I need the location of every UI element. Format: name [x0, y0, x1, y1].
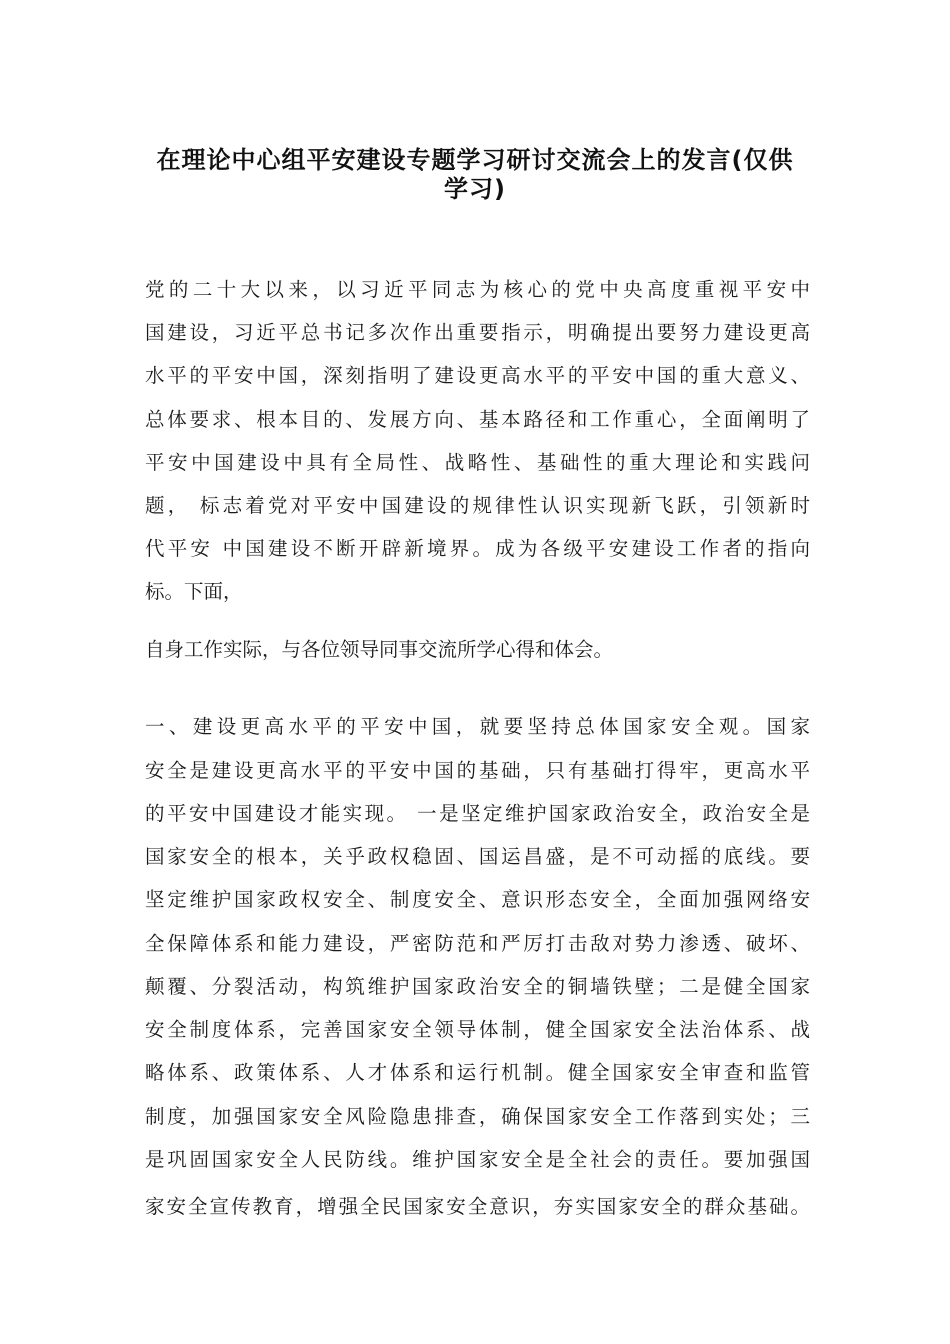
- paragraph-1-line-5: 平安中国建设中具有全局性、战略性、基础性的重大理论和实践问: [145, 451, 810, 474]
- paragraph-3-line-11: 是巩固国家安全人民防线。维护国家安全是全社会的责任。要加强国: [145, 1148, 810, 1171]
- paragraph-3-line-9: 略体系、政策体系、人才体系和运行机制。健全国家安全审查和监管: [145, 1061, 810, 1084]
- paragraph-3-line-12: 家安全宣传教育，增强全民国家安全意识，夯实国家安全的群众基础。: [145, 1195, 810, 1218]
- paragraph-1-line-2: 国建设，习近平总书记多次作出重要指示，明确提出要努力建设更高: [145, 321, 810, 344]
- paragraph-1-line-4: 总体要求、根本目的、发展方向、基本路径和工作重心，全面阐明了: [145, 408, 810, 431]
- document-title-line-1: 在理论中心组平安建设专题学习研讨交流会上的发言(仅供: [156, 146, 794, 174]
- paragraph-3-line-6: 全保障体系和能力建设，严密防范和严厉打击敌对势力渗透、破坏、: [145, 932, 810, 955]
- paragraph-1-line-8: 标。下面，: [145, 580, 243, 603]
- paragraph-3-line-3: 的平安中国建设才能实现。 一是坚定维护国家政治安全，政治安全是: [145, 802, 810, 825]
- paragraph-1-line-1: 党的二十大以来，以习近平同志为核心的党中央高度重视平安中: [145, 278, 810, 301]
- paragraph-3-line-4: 国家安全的根本，关乎政权稳固、国运昌盛，是不可动摇的底线。要: [145, 845, 810, 868]
- paragraph-3-line-1: 一、建设更高水平的平安中国，就要坚持总体国家安全观。国家: [145, 715, 810, 738]
- paragraph-1-line-6: 题， 标志着党对平安中国建设的规律性认识实现新飞跃，引领新时: [145, 494, 810, 517]
- paragraph-3-line-7: 颠覆、分裂活动，构筑维护国家政治安全的铜墙铁壁；二是健全国家: [145, 975, 810, 998]
- paragraph-1-line-3: 水平的平安中国，深刻指明了建设更高水平的平安中国的重大意义、: [145, 364, 810, 387]
- paragraph-3-line-5: 坚定维护国家政权安全、制度安全、意识形态安全，全面加强网络安: [145, 888, 810, 911]
- document-title-line-2: 学习): [444, 175, 506, 203]
- paragraph-2-line-1: 自身工作实际，与各位领导同事交流所学心得和体会。: [145, 638, 614, 661]
- paragraph-1-line-7: 代平安 中国建设不断开辟新境界。成为各级平安建设工作者的指向: [145, 537, 810, 560]
- paragraph-3-line-2: 安全是建设更高水平的平安中国的基础，只有基础打得牢，更高水平: [145, 759, 810, 782]
- paragraph-3-line-10: 制度，加强国家安全风险隐患排查，确保国家安全工作落到实处；三: [145, 1105, 810, 1128]
- paragraph-3-line-8: 安全制度体系，完善国家安全领导体制，健全国家安全法治体系、战: [145, 1018, 810, 1041]
